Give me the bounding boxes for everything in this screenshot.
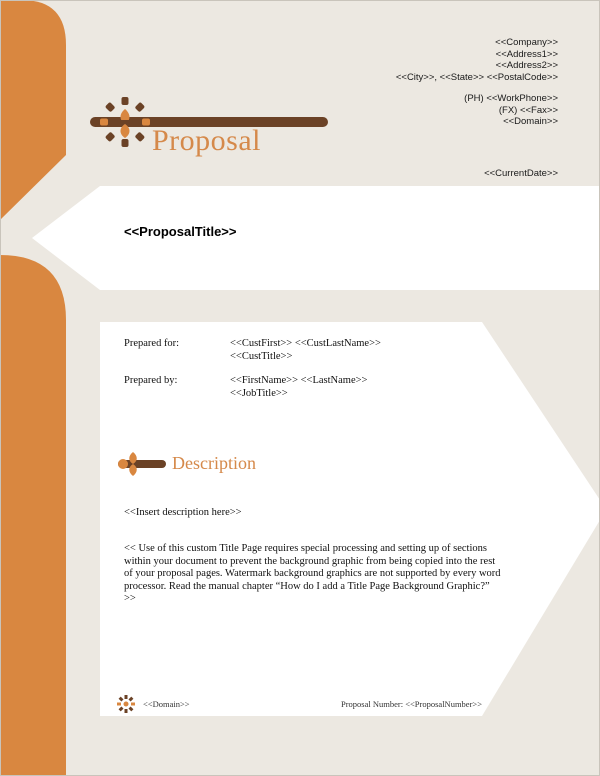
company-address-block (396, 37, 558, 83)
footer-logo-icon (117, 695, 135, 713)
fax-number: (FX) <<Fax>> (498, 104, 558, 116)
footer-domain: <<Domain>> (143, 699, 190, 709)
title-banner (32, 186, 600, 290)
author-name: <<FirstName>> <<LastName>> (230, 375, 368, 386)
prepared-by-label: Prepared by: (124, 375, 178, 386)
author-job-title: <<JobTitle>> (230, 387, 288, 399)
current-date: <<CurrentDate>> (484, 168, 558, 179)
proposal-heading: Proposal (152, 124, 261, 157)
orange-band-bottom (0, 255, 66, 776)
description-heading: Description (172, 453, 256, 473)
prepared-by-value (230, 375, 367, 400)
customer-name: <<CustFirst>> <<CustLastName>> (230, 338, 381, 349)
address-line-1: <<Address1>> (495, 48, 558, 60)
contact-block (464, 93, 558, 128)
prepared-for-label: Prepared for: (124, 338, 180, 349)
prepared-for-value (230, 338, 381, 363)
description-paragraph: << Use of this custom Title Page requires special processing and setting up of sections within your document to prevent the background graphic from being copied into the rest of your proposal pages. Watermark background graphics are not supported by every word processor. Read the manual chapter “How do I add a Title Page Background Graphic?” >> (124, 543, 501, 605)
company-name: <<Company>> (495, 37, 558, 48)
city-state-zip: <<City>>, <<State>> <<PostalCode>> (395, 71, 558, 83)
address-line-2: <<Address2>> (495, 60, 558, 71)
footer-proposal-number: Proposal Number: <<ProposalNumber>> (341, 699, 482, 709)
customer-title: <<CustTitle>> (230, 350, 293, 362)
proposal-title: <<ProposalTitle>> (124, 224, 237, 239)
company-domain: <<Domain>> (503, 116, 558, 127)
work-phone: (PH) <<WorkPhone>> (464, 93, 558, 104)
description-placeholder: <<Insert description here>> (124, 507, 242, 518)
